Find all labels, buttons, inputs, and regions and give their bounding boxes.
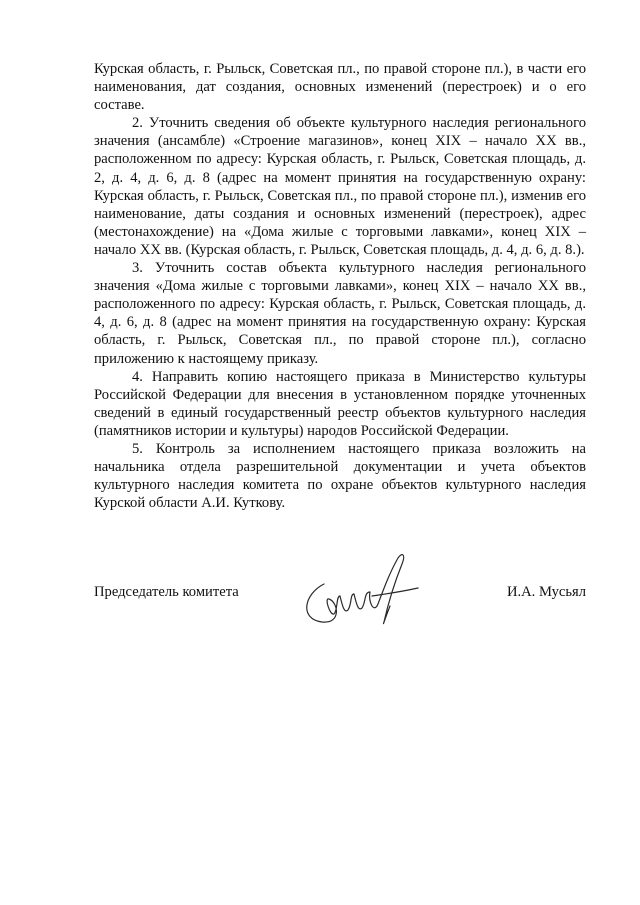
paragraph-continuation: Курская область, г. Рыльск, Советская пл., по правой стороне пл.), в части его наименования, дат создания, основных изменений (перестроек) и о его составе. [94,61,586,114]
signatory-title: Председатель комитета [94,584,239,600]
paragraph-item-3: 3. Уточнить состав объекта культурного наследия регионального значения «Дома жилые с торговыми лавками», конец XIX – начало XX вв., расположенного по адресу: Курская область, г. Рыльск, Советская площадь, д. 4, д. 6, д. 8 (адрес на момент принятия на государственную охрану: Курская область, г. Рыльск, Советская пл., по правой стороне пл.), согласно приложению к настоящему приказу. [94,260,586,367]
document-body [94,60,586,512]
paragraph-item-2: 2. Уточнить сведения об объекте культурного наследия регионального значения (ансамбле) «Строение магазинов», конец XIX – начало XX вв., расположенном по адресу: Курская область, г. Рыльск, Советская площадь, д. 2, д. 4, д. 6, д. 8 (адрес на момент принятия на государственную охрану: Курская область, г. Рыльск, Советская пл., по правой стороне пл.), изменив его наименование, даты создания и основных изменений (перестроек), адрес (местонахождение) на «Дома жилые с торговыми лавками», конец XIX – начало XX вв. (Курская область, г. Рыльск, Советская площадь, д. 4, д. 6, д. 8.). [94,115,586,258]
signature-block [94,584,586,644]
handwritten-signature [294,544,434,629]
signatory-name: И.А. Мусьял [506,584,586,600]
paragraph-item-4: 4. Направить копию настоящего приказа в Министерство культуры Российской Федерации для внесения в установленном порядке уточненных сведений в единый государственный реестр объектов культурного наследия (памятников истории и культуры) народов Российской Федерации. [94,368,586,439]
paragraph-item-5: 5. Контроль за исполнением настоящего приказа возложить на начальника отдела разрешительной документации и учета объектов культурного наследия комитета по охране объектов культурного наследия Курской области А.И. Куткову. [94,440,586,512]
